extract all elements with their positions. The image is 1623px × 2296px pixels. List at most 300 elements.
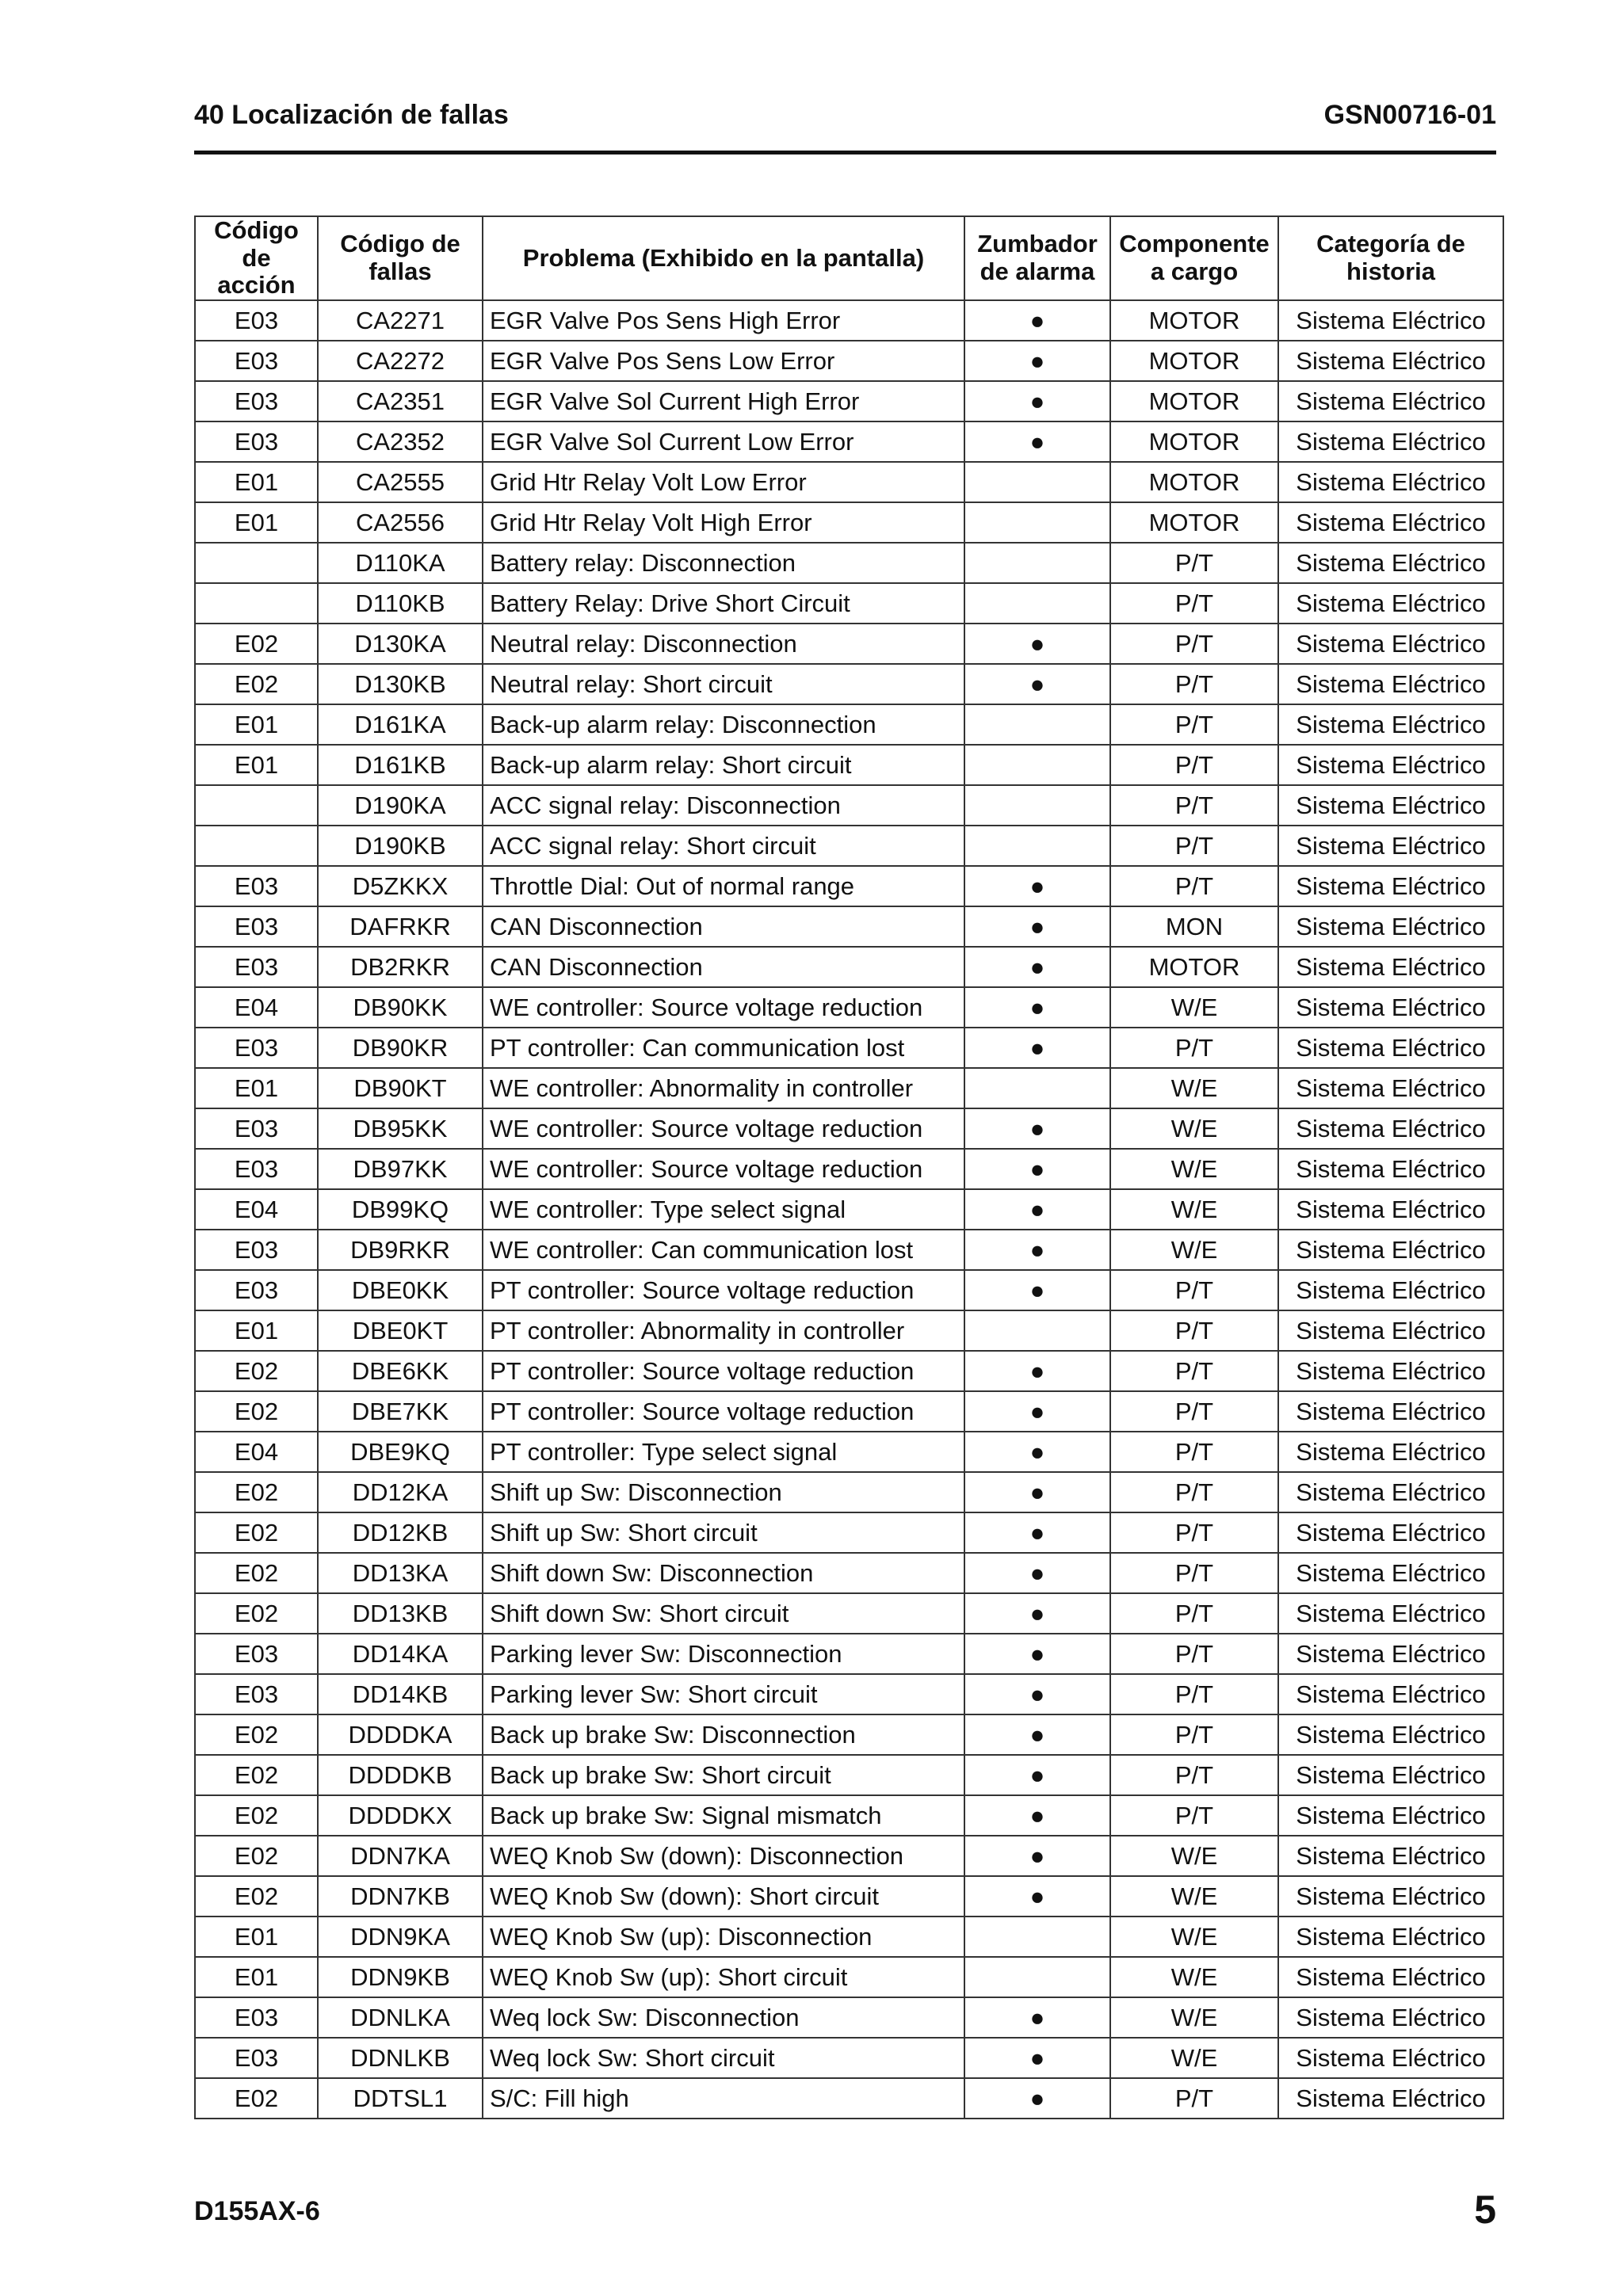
history-category-cell: Sistema Eléctrico [1278,1674,1503,1714]
table-row [195,1189,1503,1230]
history-category-cell: Sistema Eléctrico [1278,462,1503,502]
component-cell: W/E [1110,1997,1278,2038]
fault-code-cell: DDDDKB [318,1755,483,1795]
history-category-cell: Sistema Eléctrico [1278,543,1503,583]
table-body [195,300,1503,2119]
alarm-indicator-cell [964,704,1110,745]
table-row [195,1068,1503,1108]
history-category-cell: Sistema Eléctrico [1278,1714,1503,1755]
fault-code-cell: DDN9KA [318,1917,483,1957]
action-code-cell: E03 [195,947,318,987]
history-category-cell: Sistema Eléctrico [1278,906,1503,947]
table-row [195,1957,1503,1997]
alarm-indicator-cell: ● [964,1189,1110,1230]
component-cell: P/T [1110,1270,1278,1310]
component-cell: P/T [1110,1714,1278,1755]
table-row [195,1230,1503,1270]
table-row [195,745,1503,785]
fault-code-cell: CA2272 [318,341,483,381]
action-code-cell: E01 [195,462,318,502]
fault-code-cell: CA2555 [318,462,483,502]
alarm-indicator-cell [964,745,1110,785]
component-cell: W/E [1110,2038,1278,2078]
alarm-indicator-cell: ● [964,1432,1110,1472]
problem-cell: EGR Valve Sol Current Low Error [483,421,964,462]
action-code-cell [195,826,318,866]
problem-cell: Throttle Dial: Out of normal range [483,866,964,906]
action-code-cell: E02 [195,624,318,664]
table-row [195,1108,1503,1149]
component-cell: P/T [1110,704,1278,745]
table-row [195,987,1503,1028]
alarm-indicator-cell: ● [964,1876,1110,1917]
action-code-cell [195,543,318,583]
alarm-indicator-cell [964,1068,1110,1108]
action-code-cell: E02 [195,1512,318,1553]
action-code-cell: E03 [195,1997,318,2038]
action-code-cell: E02 [195,1553,318,1593]
action-code-cell: E03 [195,421,318,462]
problem-cell: PT controller: Source voltage reduction [483,1351,964,1391]
component-cell: P/T [1110,2078,1278,2119]
alarm-indicator-cell [964,785,1110,826]
history-category-cell: Sistema Eléctrico [1278,1553,1503,1593]
action-code-cell: E04 [195,987,318,1028]
fault-code-cell: D110KA [318,543,483,583]
history-category-cell: Sistema Eléctrico [1278,947,1503,987]
component-cell: P/T [1110,664,1278,704]
table-row [195,1634,1503,1674]
action-code-cell: E03 [195,381,318,421]
history-category-cell: Sistema Eléctrico [1278,664,1503,704]
history-category-cell: Sistema Eléctrico [1278,1593,1503,1634]
component-cell: MOTOR [1110,462,1278,502]
table-row [195,1553,1503,1593]
column-header-action-code: Código de acción [195,216,318,300]
problem-cell: WEQ Knob Sw (up): Disconnection [483,1917,964,1957]
history-category-cell: Sistema Eléctrico [1278,624,1503,664]
history-category-cell: Sistema Eléctrico [1278,1230,1503,1270]
history-category-cell: Sistema Eléctrico [1278,704,1503,745]
alarm-indicator-cell: ● [964,300,1110,341]
component-cell: P/T [1110,1351,1278,1391]
fault-code-cell: DDN7KA [318,1836,483,1876]
history-category-cell: Sistema Eléctrico [1278,341,1503,381]
fault-code-cell: D5ZKKX [318,866,483,906]
action-code-cell: E01 [195,745,318,785]
table-row [195,1472,1503,1512]
problem-cell: Back-up alarm relay: Short circuit [483,745,964,785]
action-code-cell: E02 [195,1593,318,1634]
component-cell: W/E [1110,1836,1278,1876]
alarm-indicator-cell: ● [964,1391,1110,1432]
action-code-cell: E02 [195,1472,318,1512]
fault-code-cell: DB2RKR [318,947,483,987]
component-cell: P/T [1110,1674,1278,1714]
alarm-indicator-cell: ● [964,906,1110,947]
alarm-indicator-cell: ● [964,947,1110,987]
fault-code-cell: DD12KA [318,1472,483,1512]
action-code-cell: E01 [195,1957,318,1997]
problem-cell: WEQ Knob Sw (down): Short circuit [483,1876,964,1917]
component-cell: W/E [1110,1149,1278,1189]
alarm-indicator-cell: ● [964,2078,1110,2119]
table-row [195,421,1503,462]
problem-cell: Parking lever Sw: Short circuit [483,1674,964,1714]
component-cell: MON [1110,906,1278,947]
problem-cell: EGR Valve Pos Sens High Error [483,300,964,341]
component-cell: W/E [1110,987,1278,1028]
column-header-fault-code: Código de fallas [318,216,483,300]
table-row [195,1917,1503,1957]
component-cell: P/T [1110,826,1278,866]
table-row [195,1270,1503,1310]
alarm-indicator-cell: ● [964,1997,1110,2038]
problem-cell: Shift up Sw: Short circuit [483,1512,964,1553]
history-category-cell: Sistema Eléctrico [1278,1472,1503,1512]
problem-cell: WEQ Knob Sw (up): Short circuit [483,1957,964,1997]
problem-cell: Battery Relay: Drive Short Circuit [483,583,964,624]
table-row [195,624,1503,664]
alarm-indicator-cell: ● [964,1634,1110,1674]
table-row [195,704,1503,745]
history-category-cell: Sistema Eléctrico [1278,987,1503,1028]
history-category-cell: Sistema Eléctrico [1278,1997,1503,2038]
history-category-cell: Sistema Eléctrico [1278,1957,1503,1997]
component-cell: P/T [1110,1310,1278,1351]
fault-code-cell: DD14KB [318,1674,483,1714]
table-row [195,543,1503,583]
fault-code-table [194,215,1504,2119]
problem-cell: Weq lock Sw: Disconnection [483,1997,964,2038]
history-category-cell: Sistema Eléctrico [1278,785,1503,826]
fault-code-cell: D161KB [318,745,483,785]
table-row [195,785,1503,826]
table-header-row [195,216,1503,300]
table-row [195,300,1503,341]
alarm-indicator-cell [964,1957,1110,1997]
problem-cell: Back up brake Sw: Short circuit [483,1755,964,1795]
alarm-indicator-cell: ● [964,1512,1110,1553]
fault-code-cell: CA2271 [318,300,483,341]
history-category-cell: Sistema Eléctrico [1278,866,1503,906]
table-row [195,2078,1503,2119]
fault-code-cell: DB95KK [318,1108,483,1149]
fault-code-cell: D110KB [318,583,483,624]
component-cell: W/E [1110,1189,1278,1230]
problem-cell: Neutral relay: Disconnection [483,624,964,664]
component-cell: P/T [1110,1432,1278,1472]
action-code-cell: E02 [195,1351,318,1391]
action-code-cell: E02 [195,664,318,704]
problem-cell: EGR Valve Pos Sens Low Error [483,341,964,381]
alarm-indicator-cell: ● [964,1553,1110,1593]
fault-code-cell: DD14KA [318,1634,483,1674]
table-row [195,1310,1503,1351]
table-row [195,1028,1503,1068]
history-category-cell: Sistema Eléctrico [1278,1351,1503,1391]
fault-code-cell: D190KA [318,785,483,826]
problem-cell: CAN Disconnection [483,906,964,947]
problem-cell: Battery relay: Disconnection [483,543,964,583]
action-code-cell: E02 [195,2078,318,2119]
page-number: 5 [1474,2187,1496,2232]
problem-cell: CAN Disconnection [483,947,964,987]
action-code-cell: E03 [195,1674,318,1714]
component-cell: W/E [1110,1876,1278,1917]
table-row [195,1836,1503,1876]
history-category-cell: Sistema Eléctrico [1278,1755,1503,1795]
history-category-cell: Sistema Eléctrico [1278,502,1503,543]
component-cell: P/T [1110,866,1278,906]
action-code-cell: E03 [195,1028,318,1068]
action-code-cell: E03 [195,906,318,947]
fault-code-cell: DAFRKR [318,906,483,947]
history-category-cell: Sistema Eléctrico [1278,745,1503,785]
fault-code-cell: CA2352 [318,421,483,462]
problem-cell: WE controller: Type select signal [483,1189,964,1230]
fault-code-cell: DBE0KK [318,1270,483,1310]
fault-code-cell: DBE7KK [318,1391,483,1432]
history-category-cell: Sistema Eléctrico [1278,1310,1503,1351]
fault-code-cell: DB90KR [318,1028,483,1068]
action-code-cell [195,785,318,826]
alarm-indicator-cell: ● [964,1270,1110,1310]
component-cell: P/T [1110,1634,1278,1674]
alarm-indicator-cell [964,1917,1110,1957]
table-row [195,826,1503,866]
column-header-alarm-buzzer: Zumbador de alarma [964,216,1110,300]
section-title: 40 Localización de fallas [194,100,509,130]
problem-cell: ACC signal relay: Disconnection [483,785,964,826]
fault-code-cell: DDDDKA [318,1714,483,1755]
component-cell: P/T [1110,1795,1278,1836]
history-category-cell: Sistema Eléctrico [1278,1028,1503,1068]
history-category-cell: Sistema Eléctrico [1278,1149,1503,1189]
component-cell: W/E [1110,1068,1278,1108]
alarm-indicator-cell: ● [964,381,1110,421]
fault-code-cell: CA2556 [318,502,483,543]
problem-cell: WE controller: Source voltage reduction [483,1149,964,1189]
alarm-indicator-cell: ● [964,664,1110,704]
fault-code-cell: DDNLKB [318,2038,483,2078]
history-category-cell: Sistema Eléctrico [1278,1917,1503,1957]
action-code-cell: E03 [195,2038,318,2078]
fault-code-cell: DBE9KQ [318,1432,483,1472]
action-code-cell: E03 [195,300,318,341]
history-category-cell: Sistema Eléctrico [1278,2078,1503,2119]
action-code-cell: E02 [195,1755,318,1795]
table-row [195,1755,1503,1795]
table-row [195,2038,1503,2078]
alarm-indicator-cell: ● [964,1593,1110,1634]
problem-cell: WE controller: Abnormality in controller [483,1068,964,1108]
history-category-cell: Sistema Eléctrico [1278,1836,1503,1876]
alarm-indicator-cell: ● [964,1836,1110,1876]
problem-cell: Weq lock Sw: Short circuit [483,2038,964,2078]
component-cell: P/T [1110,785,1278,826]
fault-code-cell: DDDDKX [318,1795,483,1836]
problem-cell: PT controller: Source voltage reduction [483,1391,964,1432]
history-category-cell: Sistema Eléctrico [1278,1634,1503,1674]
problem-cell: WE controller: Can communication lost [483,1230,964,1270]
history-category-cell: Sistema Eléctrico [1278,1270,1503,1310]
problem-cell: PT controller: Type select signal [483,1432,964,1472]
problem-cell: Shift down Sw: Short circuit [483,1593,964,1634]
problem-cell: S/C: Fill high [483,2078,964,2119]
component-cell: P/T [1110,1028,1278,1068]
history-category-cell: Sistema Eléctrico [1278,826,1503,866]
problem-cell: PT controller: Can communication lost [483,1028,964,1068]
problem-cell: Parking lever Sw: Disconnection [483,1634,964,1674]
alarm-indicator-cell: ● [964,2038,1110,2078]
component-cell: W/E [1110,1230,1278,1270]
alarm-indicator-cell [964,462,1110,502]
alarm-indicator-cell [964,1310,1110,1351]
fault-code-cell: DB9RKR [318,1230,483,1270]
fault-code-cell: DDN7KB [318,1876,483,1917]
alarm-indicator-cell: ● [964,1674,1110,1714]
alarm-indicator-cell: ● [964,987,1110,1028]
fault-code-cell: DD13KA [318,1553,483,1593]
history-category-cell: Sistema Eléctrico [1278,1108,1503,1149]
page-header [194,97,1496,136]
action-code-cell: E02 [195,1714,318,1755]
table-row [195,1674,1503,1714]
problem-cell: ACC signal relay: Short circuit [483,826,964,866]
table-row [195,1795,1503,1836]
problem-cell: Grid Htr Relay Volt Low Error [483,462,964,502]
component-cell: MOTOR [1110,421,1278,462]
alarm-indicator-cell: ● [964,1351,1110,1391]
action-code-cell: E03 [195,1634,318,1674]
action-code-cell: E03 [195,1149,318,1189]
column-header-history-category: Categoría de historia [1278,216,1503,300]
alarm-indicator-cell: ● [964,1472,1110,1512]
fault-code-cell: DDNLKA [318,1997,483,2038]
history-category-cell: Sistema Eléctrico [1278,1391,1503,1432]
page-footer [194,2187,1496,2234]
alarm-indicator-cell: ● [964,1755,1110,1795]
problem-cell: Back up brake Sw: Signal mismatch [483,1795,964,1836]
header-divider [194,151,1496,154]
component-cell: P/T [1110,1593,1278,1634]
action-code-cell: E02 [195,1876,318,1917]
fault-code-cell: D130KA [318,624,483,664]
table-row [195,583,1503,624]
fault-code-cell: DDN9KB [318,1957,483,1997]
table-row [195,906,1503,947]
history-category-cell: Sistema Eléctrico [1278,1068,1503,1108]
history-category-cell: Sistema Eléctrico [1278,300,1503,341]
component-cell: P/T [1110,543,1278,583]
table-row [195,1391,1503,1432]
table-row [195,1876,1503,1917]
component-cell: W/E [1110,1108,1278,1149]
alarm-indicator-cell: ● [964,1230,1110,1270]
component-cell: P/T [1110,583,1278,624]
fault-code-cell: CA2351 [318,381,483,421]
table-row [195,502,1503,543]
action-code-cell: E04 [195,1432,318,1472]
component-cell: P/T [1110,1512,1278,1553]
fault-code-cell: DBE0KT [318,1310,483,1351]
component-cell: P/T [1110,1472,1278,1512]
action-code-cell: E01 [195,704,318,745]
history-category-cell: Sistema Eléctrico [1278,381,1503,421]
problem-cell: Back-up alarm relay: Disconnection [483,704,964,745]
table-row [195,1512,1503,1553]
table-row [195,1593,1503,1634]
alarm-indicator-cell: ● [964,1108,1110,1149]
problem-cell: EGR Valve Sol Current High Error [483,381,964,421]
alarm-indicator-cell: ● [964,1795,1110,1836]
action-code-cell: E02 [195,1836,318,1876]
problem-cell: Shift up Sw: Disconnection [483,1472,964,1512]
column-header-problem: Problema (Exhibido en la pantalla) [483,216,964,300]
document-code: GSN00716-01 [1323,100,1496,130]
action-code-cell [195,583,318,624]
component-cell: MOTOR [1110,947,1278,987]
column-header-component: Componente a cargo [1110,216,1278,300]
alarm-indicator-cell [964,583,1110,624]
table-row [195,341,1503,381]
action-code-cell: E03 [195,1230,318,1270]
alarm-indicator-cell: ● [964,866,1110,906]
history-category-cell: Sistema Eléctrico [1278,1189,1503,1230]
component-cell: P/T [1110,624,1278,664]
history-category-cell: Sistema Eléctrico [1278,421,1503,462]
table-row [195,1149,1503,1189]
alarm-indicator-cell: ● [964,341,1110,381]
machine-model: D155AX-6 [194,2196,320,2226]
action-code-cell: E02 [195,1795,318,1836]
history-category-cell: Sistema Eléctrico [1278,583,1503,624]
action-code-cell: E03 [195,341,318,381]
action-code-cell: E03 [195,1270,318,1310]
problem-cell: Neutral relay: Short circuit [483,664,964,704]
alarm-indicator-cell: ● [964,1714,1110,1755]
fault-code-cell: DDTSL1 [318,2078,483,2119]
problem-cell: Shift down Sw: Disconnection [483,1553,964,1593]
problem-cell: Back up brake Sw: Disconnection [483,1714,964,1755]
component-cell: W/E [1110,1957,1278,1997]
component-cell: MOTOR [1110,300,1278,341]
action-code-cell: E01 [195,1068,318,1108]
component-cell: P/T [1110,1553,1278,1593]
history-category-cell: Sistema Eléctrico [1278,1795,1503,1836]
component-cell: MOTOR [1110,341,1278,381]
fault-code-cell: D161KA [318,704,483,745]
fault-code-cell: DD12KB [318,1512,483,1553]
table-row [195,664,1503,704]
alarm-indicator-cell [964,502,1110,543]
component-cell: W/E [1110,1917,1278,1957]
alarm-indicator-cell: ● [964,421,1110,462]
fault-code-cell: DB90KK [318,987,483,1028]
fault-code-cell: DD13KB [318,1593,483,1634]
table-row [195,947,1503,987]
problem-cell: WEQ Knob Sw (down): Disconnection [483,1836,964,1876]
table-row [195,866,1503,906]
fault-code-cell: DBE6KK [318,1351,483,1391]
alarm-indicator-cell [964,543,1110,583]
problem-cell: Grid Htr Relay Volt High Error [483,502,964,543]
fault-code-cell: DB97KK [318,1149,483,1189]
action-code-cell: E01 [195,502,318,543]
alarm-indicator-cell: ● [964,624,1110,664]
alarm-indicator-cell: ● [964,1149,1110,1189]
